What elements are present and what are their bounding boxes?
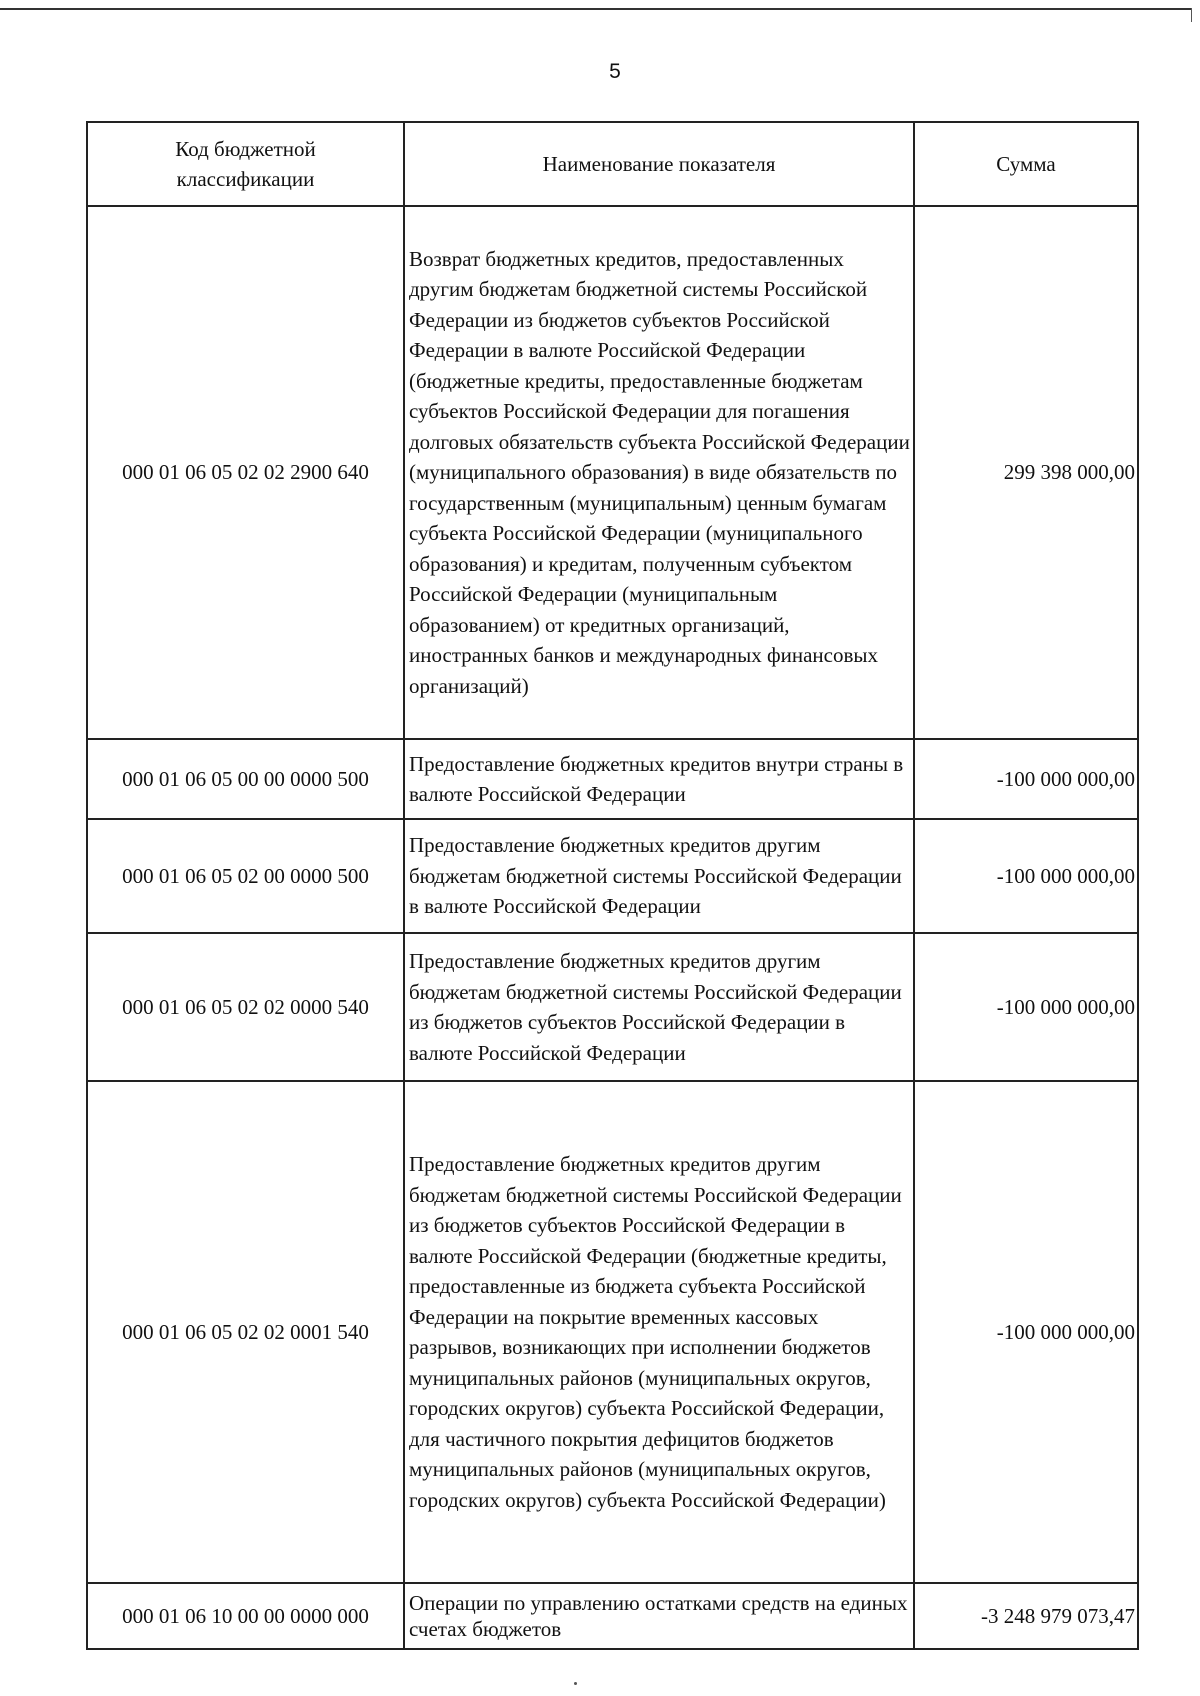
row-name: Предоставление бюджетных кредитов другим бюджетам бюджетной системы Российской Федерации из бюджетов субъектов Российской Федерации в валюте Российской Федерации xyxy=(404,933,914,1081)
row-code: 000 01 06 10 00 00 0000 000 xyxy=(87,1583,404,1649)
page-number: 5 xyxy=(609,60,621,83)
row-sum: -3 248 979 073,47 xyxy=(914,1583,1138,1649)
row-sum: -100 000 000,00 xyxy=(914,819,1138,933)
table-header-row xyxy=(87,122,1138,206)
row-sum: -100 000 000,00 xyxy=(914,933,1138,1081)
row-code: 000 01 06 05 00 00 0000 500 xyxy=(87,739,404,819)
table-row xyxy=(87,933,1138,1081)
page-top-edge xyxy=(0,8,1192,10)
row-name: Предоставление бюджетных кредитов внутри страны в валюте Российской Федерации xyxy=(404,739,914,819)
row-code: 000 01 06 05 02 02 2900 640 xyxy=(87,206,404,739)
table-row xyxy=(87,819,1138,933)
row-name: Операции по управлению остатками средств на единых счетах бюджетов xyxy=(404,1583,914,1649)
table-row xyxy=(87,206,1138,739)
table-row xyxy=(87,739,1138,819)
header-sum: Сумма xyxy=(914,122,1138,206)
row-code: 000 01 06 05 02 02 0000 540 xyxy=(87,933,404,1081)
table-row xyxy=(87,1081,1138,1583)
scan-speck xyxy=(574,1682,577,1685)
header-code: Код бюджетной классификации xyxy=(87,122,404,206)
row-name: Возврат бюджетных кредитов, предоставленных другим бюджетам бюджетной системы Российской Федерации из бюджетов субъектов Российской Федерации в валюте Российской Федерации (бюджетные кредиты, предоставленные бюджетам субъектов Российской Федерации для погашения долговых обязательств субъекта Российской Федерации (муниципального образования) в виде обязательств по государственным (муниципальным) ценным бумагам субъекта Российской Федерации (муниципального образования) и кредитам, полученным субъектом Российской Федерации (муниципальным образованием) от кредитных организаций, иностранных банков и международных финансовых организаций) xyxy=(404,206,914,739)
row-code: 000 01 06 05 02 02 0001 540 xyxy=(87,1081,404,1583)
row-code: 000 01 06 05 02 00 0000 500 xyxy=(87,819,404,933)
budget-table xyxy=(86,121,1139,1650)
row-sum: -100 000 000,00 xyxy=(914,1081,1138,1583)
row-sum: -100 000 000,00 xyxy=(914,739,1138,819)
table-row xyxy=(87,1583,1138,1649)
row-name: Предоставление бюджетных кредитов другим бюджетам бюджетной системы Российской Федерации из бюджетов субъектов Российской Федерации в валюте Российской Федерации (бюджетные кредиты, предоставленные из бюджета субъекта Российской Федерации на покрытие временных кассовых разрывов, возникающих при исполнении бюджетов муниципальных районов (муниципальных округов, городских округов) субъекта Российской Федерации, для частичного покрытия дефицитов бюджетов муниципальных районов (муниципальных округов, городских округов) субъекта Российской Федерации) xyxy=(404,1081,914,1583)
header-name: Наименование показателя xyxy=(404,122,914,206)
page-right-edge xyxy=(1191,8,1192,22)
row-sum: 299 398 000,00 xyxy=(914,206,1138,739)
row-name: Предоставление бюджетных кредитов другим бюджетам бюджетной системы Российской Федерации в валюте Российской Федерации xyxy=(404,819,914,933)
